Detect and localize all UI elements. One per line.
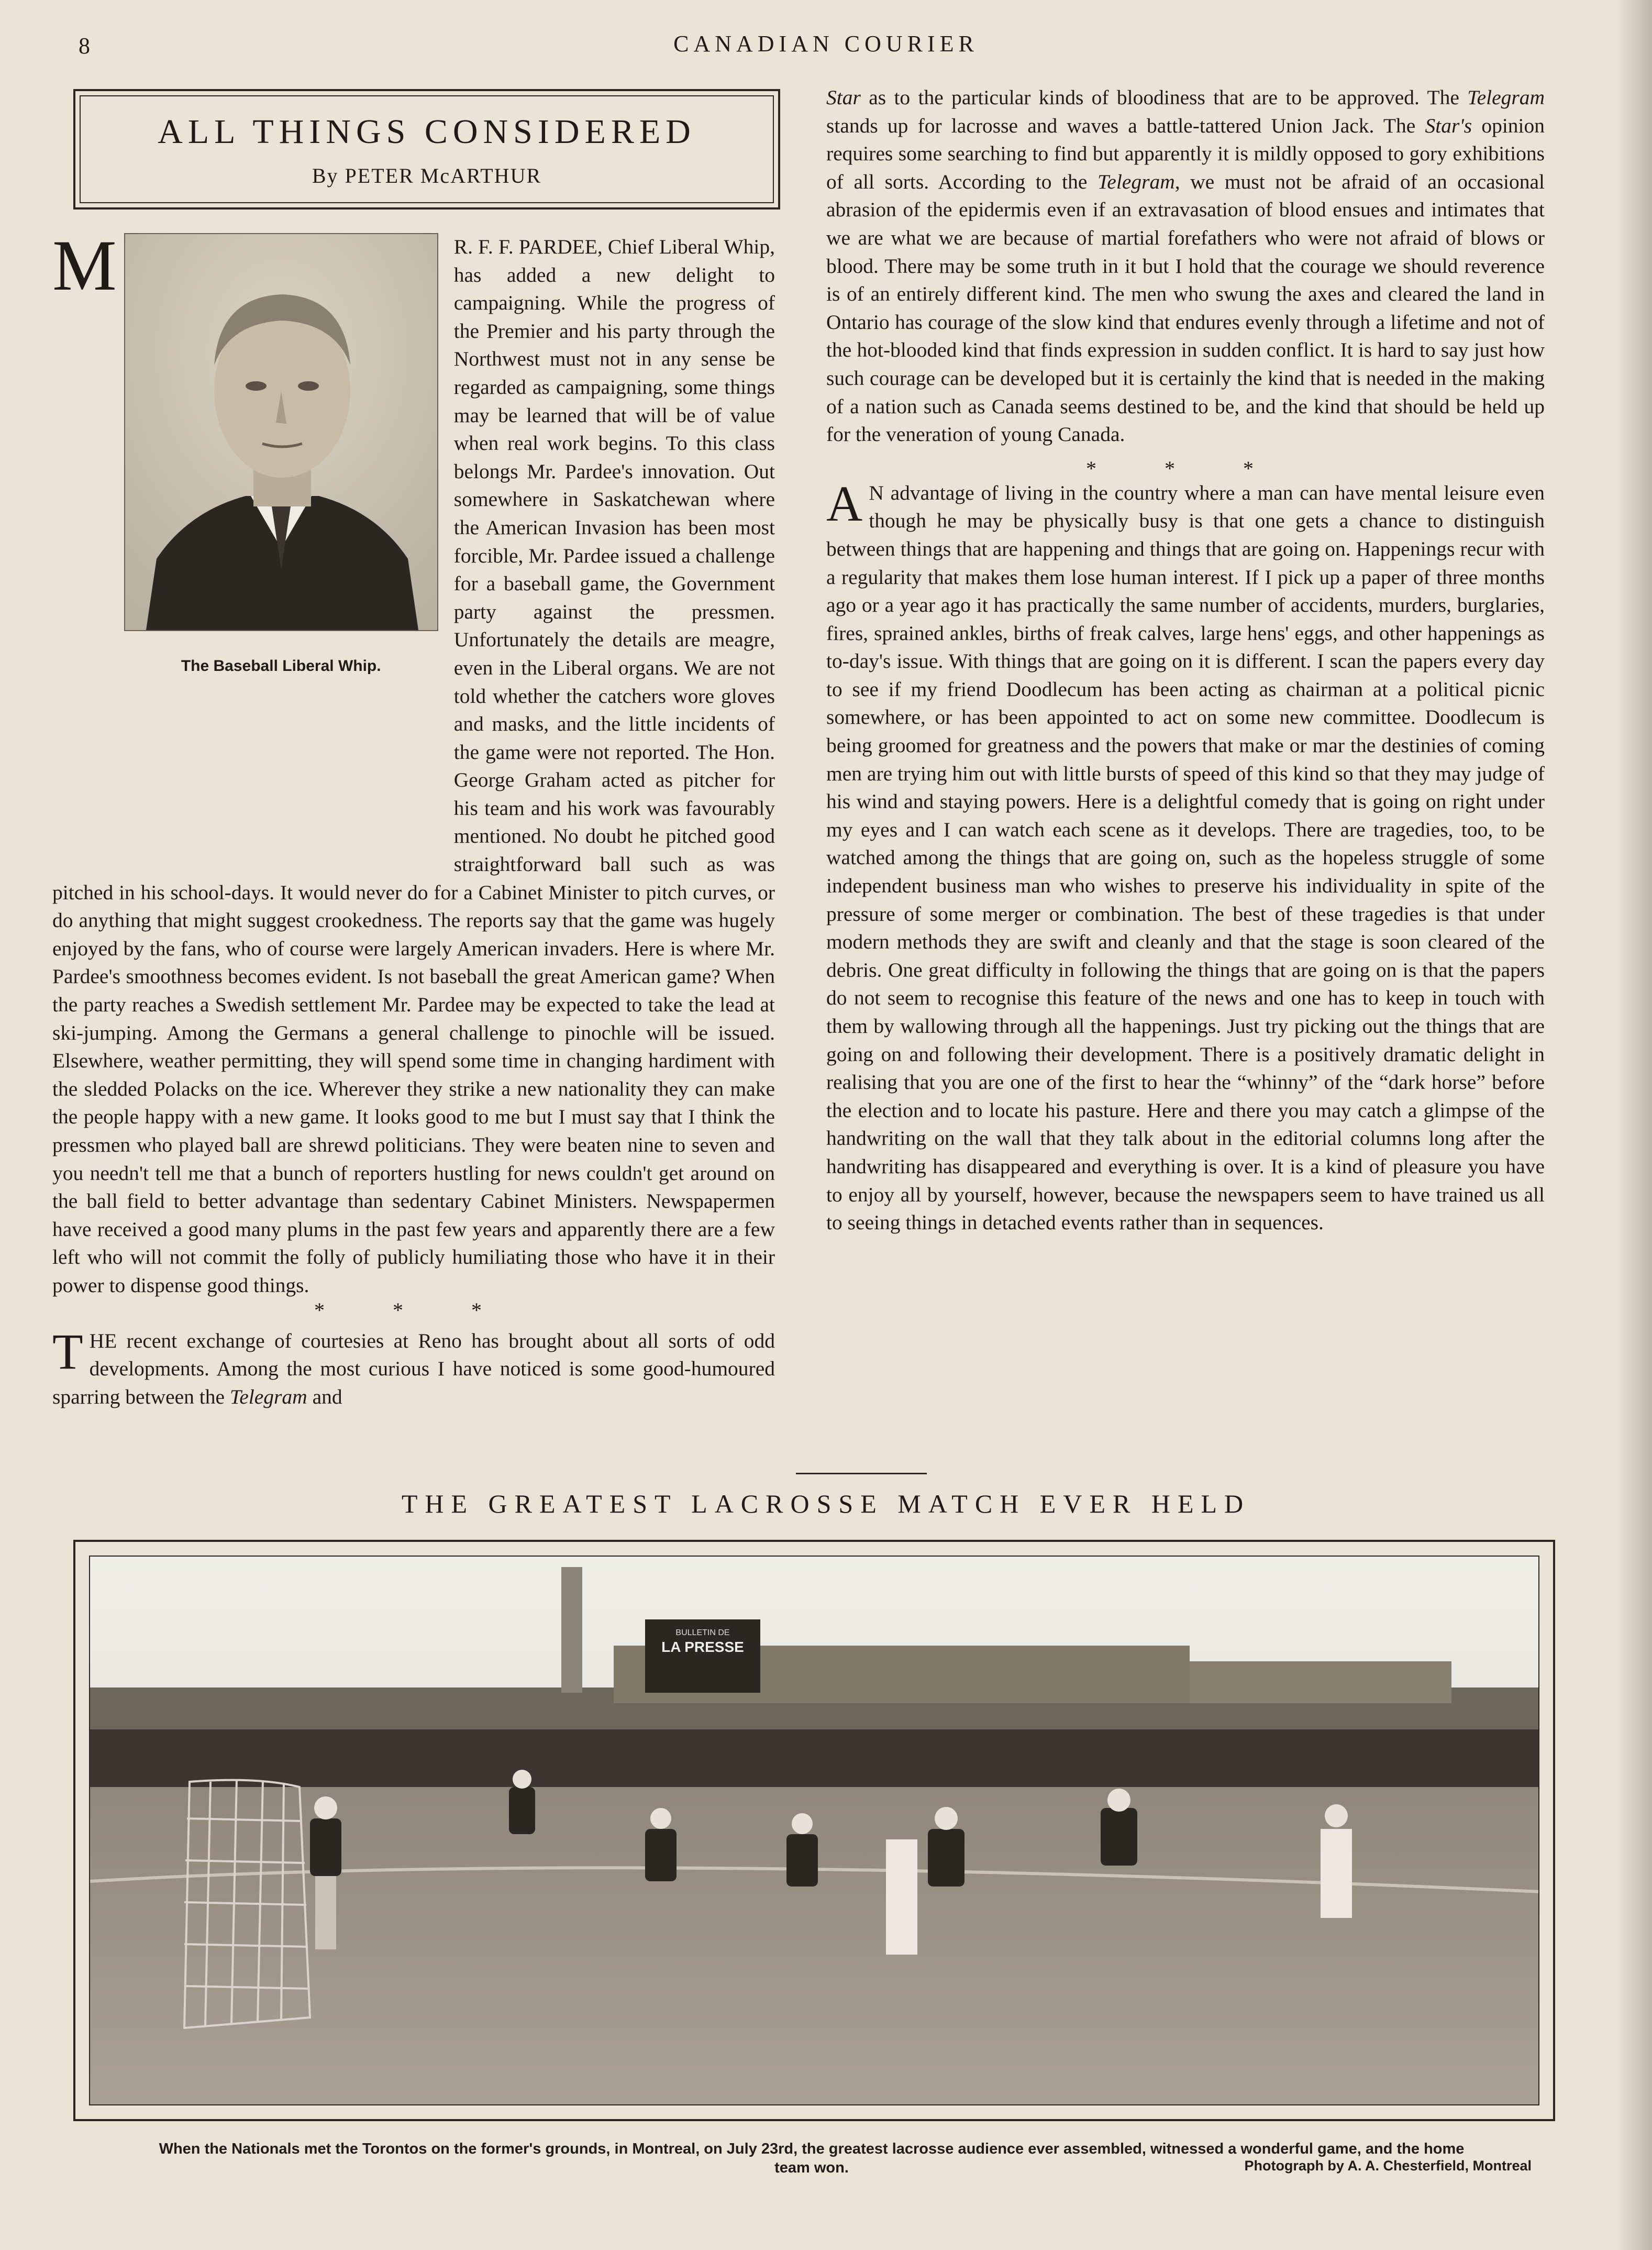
column-title: ALL THINGS CONSIDERED <box>158 113 696 151</box>
lacrosse-scene-icon <box>90 1557 1539 2105</box>
photo-caption: When the Nationals met the Torontos on the former's grounds, in Montreal, on July 23rd, the greatest lacrosse audience ever assembled, witnessed a wonderful game, and the home team won. <box>159 2141 1465 2176</box>
newspaper-name-telegram: Telegram <box>229 1385 307 1408</box>
byline: By PETER McARTHUR <box>312 164 542 188</box>
text-segment: opinion requires some searching to find but apparently it is mildly opposed to gory exhibitions of all sorts. According to the <box>826 114 1545 193</box>
section-separator: * * * <box>1086 456 1285 480</box>
page-edge-shadow <box>1615 0 1652 2250</box>
right-column <box>826 84 1545 1237</box>
lacrosse-photo <box>89 1556 1539 2105</box>
paragraph-text: R. F. F. PARDEE, Chief Liberal Whip, has added a new delight to campaigning. While the progress of the Premier and his party through the Northwest must not in any sense be regarded as campaigning, some things may be learned that will be of value when real work begins. To this class belongs Mr. Pardee's innovation. Out somewhere in Saskatchewan where the American Invasion has been most forcible, Mr. Pardee issued a challenge for a baseball game, the Government party against the pressmen. Unfortunately the details are meagre, even in the Liberal organs. We are not told whether the catchers wore gloves and masks, and the little incidents of the game were not reported. The Hon. George Graham acted as pitcher for his team and his work was favourably mentioned. No doubt he pitched good straightforward ball such as was pitched in his school-days. It would never do for a Cabinet Minister to pitch curves, or do anything that might suggest crookedness. The reports say that the game was hugely enjoyed by the fans, who of course were largely American invaders. Here is where Mr. Pardee's smoothness becomes evident. Is not baseball the great American game? When the party reaches a Swedish settlement Mr. Pardee may be expected to take the lead at ski-jumping. Among the Germans a general challenge to pinochle will be issued. Elsewhere, weather permitting, they will spend some time in changing hardiment with the sledded Polacks on the ice. Wherever they strike a new nationality they can make the people happy with a new game. It looks good to me but I must say that I think the pressmen who played ball are shrewd politicians. They were beaten nine to seven and you needn't tell me that a bunch of reporters hustling for news couldn't get around on the ball field to better advantage than sedentary Cabinet Ministers. Newspapermen have received a good many plums in the past few years and apparently there are a few left who will not commit the folly of publicly humiliating those who have it in their power to dispense good things. <box>52 235 775 1297</box>
text-segment: we must not be afraid of an occasional abrasion of the epidermis even if an extravasation of blood ensues and intimates that we are what we are because of martial forefathers who were not afraid of blows or blood. There may be some truth in it but I hold that the courage we should reverence is of an entirely different kind. The men who swung the axes and cleared the land in Ontario has courage of the slow kind that endures evenly through a lifetime and not of the hot-blooded kind that finds expression in sudden conflict. It is hard to say just how such courage can be developed but it is certainly the kind that is needed in the making of a nation such as Canada seems destined to be, and the kind that should be held up for the veneration of young Canada. <box>826 170 1545 446</box>
scoreboard-label: BULLETIN DE <box>675 1628 730 1637</box>
newspaper-name-telegram: Telegram, <box>1097 170 1180 193</box>
paragraph-country <box>826 475 1545 1237</box>
left-column <box>52 225 775 1411</box>
scoreboard-paper: LA PRESSE <box>661 1639 744 1655</box>
text-segment: as to the particular kinds of bloodiness that are to be approved. The <box>869 86 1459 109</box>
portrait-caption: The Baseball Liberal Whip. <box>181 657 381 675</box>
drop-cap: M <box>52 225 117 305</box>
paragraph-text: N advantage of living in the country where a man can have mental leisure even though he may be physically busy is that one gets a chance to distinguish between things that are happening and things that are going on. Happenings recur with a regularity that makes them lose human interest. If I pick up a paper of three months ago or a year ago it has practically the same number of accidents, murders, burglaries, fires, sprained ankles, births of freak calves, large hens' eggs, and other happenings as to-day's issue. With things that are going on it is different. I scan the papers every day to see if my friend Doodlecum has been acting as chairman at a political picnic somewhere, or has been appointed to act on some new committee. Doodlecum is being groomed for greatness and the powers that make or mar the destinies of coming men are trying him out with little bursts of speed of this kind so that they may judge of his wind and staying powers. Here is a delightful comedy that is going on right under my eyes and I can watch each scene as it develops. There are tragedies, too, to be watched among the things that are going on, such as the hopeless struggle of some independent business man who wishes to preserve his individuality in spite of the pressure of some merger or combination. The best of these tragedies is that under modern methods they are swift and cleanly and that the stage is soon cleared of the debris. One great difficulty in following the things that are going on is that the papers do not seem to recognise this feature of the news and one has to keep in touch with them by wallowing through all the happenings. Just try picking out the things that are going on and following their development. There is a positively dramatic delight in realising that you are one of the first to hear the “whinny” of the “dark horse” before the election and to locate his pasture. Here and there you may catch a glimpse of the handwriting on the wall that they talk about in the editorial columns long after the handwriting has disappeared and everything is over. It is a kind of pleasure you have to enjoy all by yourself, however, because the newspapers seem to have trained us all to seeing things in detached events rather than in sequences. <box>826 481 1545 1234</box>
newspaper-name-telegram: Telegram <box>1467 86 1545 109</box>
column-title-box <box>73 89 780 209</box>
page-number: 8 <box>79 33 90 59</box>
paragraph-text: HE recent exchange of courtesies at Reno has brought about all sorts of odd developments. Among the most curious I have noticed is some good-humoured sparring between the <box>52 1329 775 1408</box>
portrait-figure <box>124 233 438 859</box>
paragraph-continued <box>826 84 1545 449</box>
section-separator: * * * <box>314 1298 513 1322</box>
divider-rule <box>796 1473 927 1474</box>
photo-credit: Photograph by A. A. Chesterfield, Montreal <box>1244 2158 1532 2174</box>
portrait-man-icon <box>125 234 437 630</box>
text-segment: stands up for lacrosse and waves a battle-tattered Union Jack. The <box>826 114 1416 137</box>
portrait-photo <box>124 233 438 631</box>
photo-frame <box>73 1540 1555 2121</box>
column-title-inner <box>80 95 774 203</box>
paragraph-pardee <box>52 225 775 1300</box>
running-head: CANADIAN COURIER <box>673 31 979 57</box>
conjunction-and: and <box>312 1385 342 1408</box>
paragraph-reno <box>52 1323 775 1411</box>
photo-title: THE GREATEST LACROSSE MATCH EVER HELD <box>401 1489 1251 1518</box>
drop-cap: A <box>826 475 863 532</box>
newspaper-name-star: Star <box>826 86 861 109</box>
newspaper-name-star: Star's <box>1425 114 1472 137</box>
drop-cap: T <box>52 1323 83 1380</box>
